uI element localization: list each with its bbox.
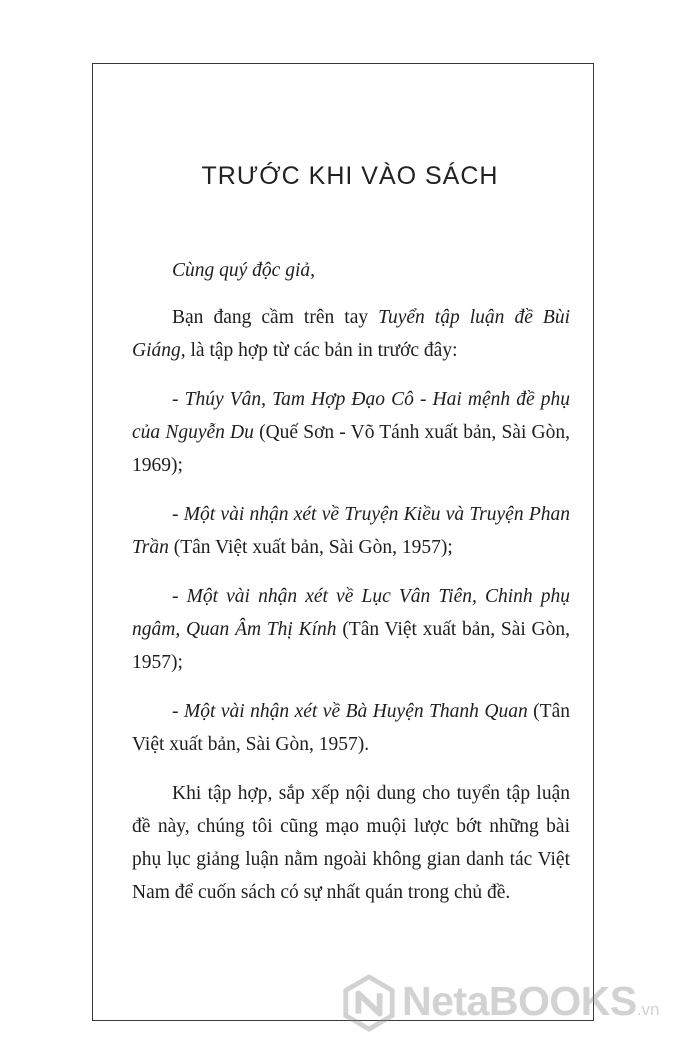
body-text — [132, 254, 570, 925]
book-title: Tuyển tập luận đề Bùi Giáng — [132, 307, 571, 361]
source-publisher: (Tân Việt xuất bản, Sài Gòn, 1957); — [132, 619, 570, 673]
source-item — [132, 580, 570, 679]
source-title: Một vài nhận xét về Bà Huyện Thanh Quan — [183, 701, 528, 722]
source-title: Một vài nhận xét về Truyện Kiều và Truyện Phan Trần — [132, 504, 570, 558]
watermark-tld: .vn — [636, 999, 660, 1019]
source-prefix: - — [172, 586, 187, 607]
intro-post: , là tập hợp từ các bản in trước đây: — [180, 340, 458, 361]
source-title: Một vài nhận xét về Lục Vân Tiên, Chinh phụ ngâm, Quan Âm Thị Kính — [132, 586, 571, 640]
source-prefix: - — [172, 389, 185, 410]
greeting-text: Cùng quý độc giả, — [172, 260, 315, 281]
watermark — [340, 968, 690, 1038]
page-title: TRƯỚC KHI VÀO SÁCH — [201, 162, 499, 190]
source-publisher: (Tân Việt xuất bản, Sài Gòn, 1957). — [132, 701, 570, 755]
intro-paragraph — [132, 301, 570, 367]
closing-paragraph: Khi tập hợp, sắp xếp nội dung cho tuyển tập luận đề này, chúng tôi cũng mạo muội lược bớt những bài phụ lục giảng luận nằm ngoài không gian danh tác Việt Nam để cuốn sách có sự nhất quán trong chủ đề. — [132, 783, 570, 903]
source-publisher: (Quế Sơn - Võ Tánh xuất bản, Sài Gòn, 1969); — [132, 422, 570, 476]
source-prefix: - — [172, 701, 184, 722]
source-prefix: - — [172, 504, 184, 525]
intro-pre: Bạn đang cầm trên tay — [172, 307, 379, 328]
netabooks-logo-icon — [340, 974, 398, 1032]
source-item — [132, 695, 570, 761]
source-item — [132, 498, 570, 564]
greeting — [132, 254, 570, 287]
source-item — [132, 383, 570, 482]
source-publisher: (Tân Việt xuất bản, Sài Gòn, 1957); — [168, 537, 453, 558]
source-title: Thúy Vân, Tam Hợp Đạo Cô - Hai mệnh đề phụ của Nguyễn Du — [132, 389, 571, 443]
watermark-brand: NetaBOOKS — [402, 977, 637, 1024]
watermark-text — [402, 978, 659, 1025]
